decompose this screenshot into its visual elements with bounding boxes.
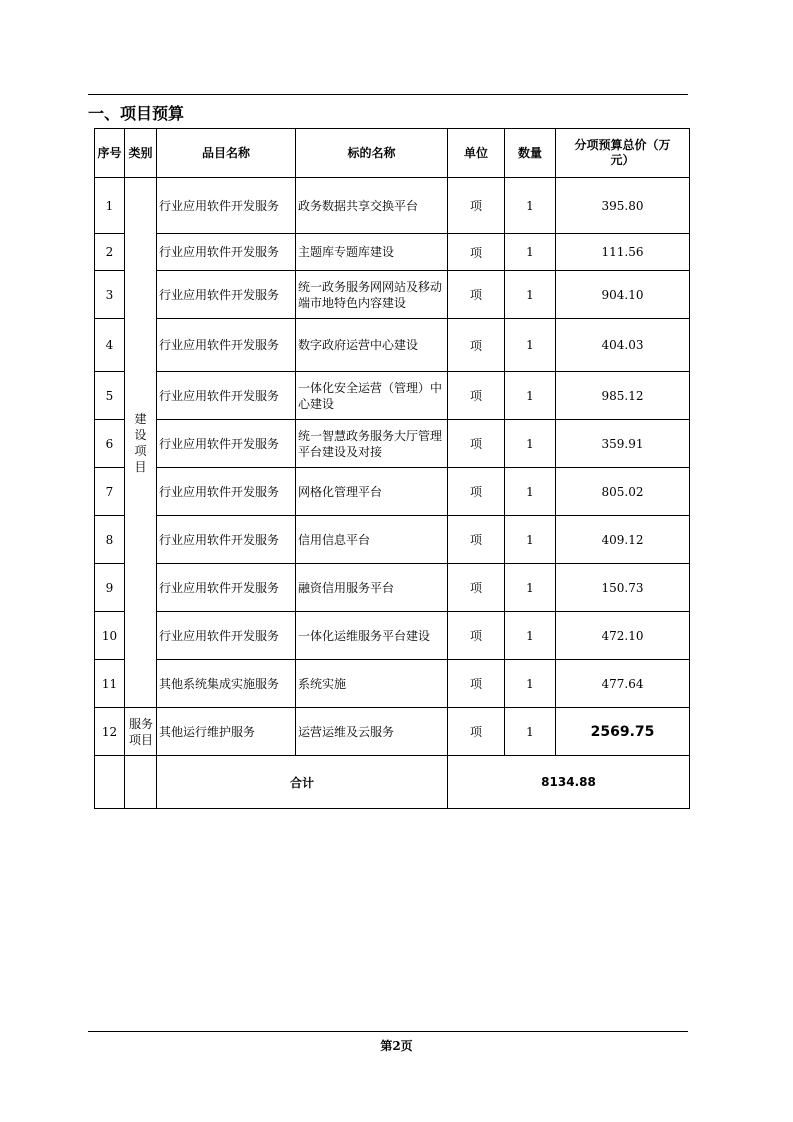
table-row [95, 468, 690, 516]
row-seq: 6 [95, 420, 125, 468]
row-target: 数字政府运营中心建设 [296, 319, 448, 372]
row-target: 一体化运维服务平台建设 [296, 612, 448, 660]
row-qty: 1 [505, 420, 556, 468]
row-target: 统一政务服务网网站及移动端市地特色内容建设 [296, 271, 448, 319]
row-unit: 项 [448, 178, 505, 234]
row-item: 行业应用软件开发服务 [157, 271, 296, 319]
row-unit: 项 [448, 319, 505, 372]
row-unit: 项 [448, 271, 505, 319]
row-item: 行业应用软件开发服务 [157, 516, 296, 564]
header-unit: 单位 [448, 129, 505, 178]
category-construction [125, 178, 157, 708]
row-unit: 项 [448, 660, 505, 708]
row-target: 运营运维及云服务 [296, 708, 448, 756]
row-unit: 项 [448, 468, 505, 516]
row-budget: 904.10 [556, 271, 690, 319]
category-construction-label: 建设项目 [134, 411, 147, 474]
row-item: 其他系统集成实施服务 [157, 660, 296, 708]
header-rule [88, 94, 688, 95]
row-budget: 2569.75 [556, 708, 690, 756]
table-row [95, 178, 690, 234]
row-unit: 项 [448, 612, 505, 660]
row-target: 融资信用服务平台 [296, 564, 448, 612]
row-seq: 8 [95, 516, 125, 564]
row-item: 行业应用软件开发服务 [157, 420, 296, 468]
row-qty: 1 [505, 319, 556, 372]
row-target: 系统实施 [296, 660, 448, 708]
row-seq: 11 [95, 660, 125, 708]
row-seq: 7 [95, 468, 125, 516]
category-service [125, 708, 157, 756]
row-budget: 409.12 [556, 516, 690, 564]
table-row [95, 271, 690, 319]
row-budget: 395.80 [556, 178, 690, 234]
row-budget: 150.73 [556, 564, 690, 612]
row-target: 主题库专题库建设 [296, 234, 448, 271]
table-row [95, 612, 690, 660]
total-row [95, 756, 690, 809]
header-seq: 序号 [95, 129, 125, 178]
table-row [95, 660, 690, 708]
table-row [95, 516, 690, 564]
row-qty: 1 [505, 468, 556, 516]
row-seq: 1 [95, 178, 125, 234]
total-value: 8134.88 [448, 756, 690, 809]
row-budget: 477.64 [556, 660, 690, 708]
header-target-name: 标的名称 [296, 129, 448, 178]
row-qty: 1 [505, 178, 556, 234]
row-item: 其他运行维护服务 [157, 708, 296, 756]
row-qty: 1 [505, 708, 556, 756]
row-seq: 5 [95, 372, 125, 420]
budget-table [94, 128, 690, 809]
row-seq: 3 [95, 271, 125, 319]
row-target: 网格化管理平台 [296, 468, 448, 516]
row-budget: 985.12 [556, 372, 690, 420]
row-budget: 359.91 [556, 420, 690, 468]
row-item: 行业应用软件开发服务 [157, 178, 296, 234]
table-header-row [95, 129, 690, 178]
row-item: 行业应用软件开发服务 [157, 612, 296, 660]
table-row [95, 564, 690, 612]
row-unit: 项 [448, 708, 505, 756]
row-budget: 111.56 [556, 234, 690, 271]
row-unit: 项 [448, 420, 505, 468]
row-seq: 12 [95, 708, 125, 756]
row-target: 统一智慧政务服务大厅管理平台建设及对接 [296, 420, 448, 468]
row-qty: 1 [505, 271, 556, 319]
table-row [95, 372, 690, 420]
row-qty: 1 [505, 372, 556, 420]
row-item: 行业应用软件开发服务 [157, 468, 296, 516]
row-seq: 2 [95, 234, 125, 271]
total-empty-category [125, 756, 157, 809]
row-target: 一体化安全运营（管理）中心建设 [296, 372, 448, 420]
row-unit: 项 [448, 564, 505, 612]
header-budget: 分项预算总价（万元） [556, 129, 690, 178]
row-qty: 1 [505, 660, 556, 708]
row-unit: 项 [448, 372, 505, 420]
row-budget: 404.03 [556, 319, 690, 372]
row-budget: 472.10 [556, 612, 690, 660]
table-row [95, 319, 690, 372]
table-row [95, 708, 690, 756]
row-item: 行业应用软件开发服务 [157, 319, 296, 372]
row-seq: 4 [95, 319, 125, 372]
header-item-name: 品目名称 [157, 129, 296, 178]
page-number: 第2页 [380, 1039, 413, 1053]
row-seq: 9 [95, 564, 125, 612]
row-unit: 项 [448, 234, 505, 271]
row-qty: 1 [505, 234, 556, 271]
row-target: 政务数据共享交换平台 [296, 178, 448, 234]
row-item: 行业应用软件开发服务 [157, 564, 296, 612]
table-row [95, 234, 690, 271]
row-qty: 1 [505, 612, 556, 660]
row-item: 行业应用软件开发服务 [157, 372, 296, 420]
header-category: 类别 [125, 129, 157, 178]
row-qty: 1 [505, 564, 556, 612]
row-item: 行业应用软件开发服务 [157, 234, 296, 271]
row-qty: 1 [505, 516, 556, 564]
row-budget: 805.02 [556, 468, 690, 516]
header-quantity: 数量 [505, 129, 556, 178]
table-row [95, 420, 690, 468]
total-label: 合计 [157, 756, 448, 809]
row-seq: 10 [95, 612, 125, 660]
total-empty-seq [95, 756, 125, 809]
row-unit: 项 [448, 516, 505, 564]
footer-rule [88, 1031, 688, 1032]
category-service-label: 服务项目 [128, 716, 153, 747]
row-target: 信用信息平台 [296, 516, 448, 564]
section-title: 一、项目预算 [88, 104, 185, 123]
